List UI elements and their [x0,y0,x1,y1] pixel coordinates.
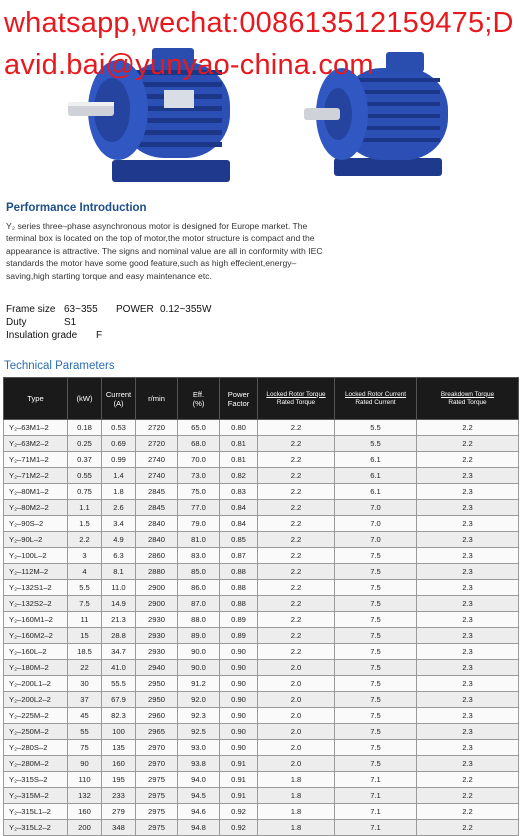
table-cell: 85.0 [178,564,220,580]
table-cell: 2.2 [417,772,519,788]
table-cell: 2.3 [417,484,519,500]
table-cell: 11.0 [102,580,136,596]
table-row [4,740,519,756]
table-cell: 3.4 [102,516,136,532]
performance-title: Performance Introduction [6,202,147,214]
table-cell: Y₂–200L1–2 [4,676,68,692]
table-cell: 2.2 [258,612,335,628]
table-cell: 2845 [136,500,178,516]
table-cell: 0.90 [220,660,258,676]
table-cell: 2720 [136,436,178,452]
table-cell: 2.3 [417,628,519,644]
table-cell: 7.5 [335,596,417,612]
table-cell: 94.6 [178,804,220,820]
table-cell: 1.1 [68,500,102,516]
duty-value: S1 [64,317,77,328]
table-cell: Y₂–280M–2 [4,756,68,772]
table-cell: 3 [68,548,102,564]
table-cell: 0.37 [68,452,102,468]
table-cell: 0.90 [220,676,258,692]
table-cell: 2840 [136,532,178,548]
table-cell: 7.5 [335,692,417,708]
table-cell: Y₂–315S–2 [4,772,68,788]
table-row [4,516,519,532]
table-row [4,628,519,644]
table-cell: 160 [68,804,102,820]
table-cell: 0.91 [220,756,258,772]
table-cell: 7.5 [335,564,417,580]
table-row [4,708,519,724]
table-cell: 73.0 [178,468,220,484]
table-cell: Y₂–112M–2 [4,564,68,580]
table-cell: 279 [102,804,136,820]
table-cell: 41.0 [102,660,136,676]
table-cell: Y₂–132S1–2 [4,580,68,596]
table-cell: 14.9 [102,596,136,612]
table-cell: 7.5 [335,548,417,564]
table-cell: 0.90 [220,708,258,724]
table-cell: 67.9 [102,692,136,708]
table-cell: 75.0 [178,484,220,500]
table-cell: 0.90 [220,724,258,740]
table-cell: 2860 [136,548,178,564]
table-cell: 86.0 [178,580,220,596]
col-kw: (kW) [68,378,102,420]
table-cell: 2.2 [258,596,335,612]
table-cell: 7.1 [335,772,417,788]
table-cell: 160 [102,756,136,772]
table-cell: 7.5 [335,660,417,676]
table-cell: 7.5 [335,740,417,756]
table-cell: 7.5 [335,628,417,644]
table-cell: 0.82 [220,468,258,484]
table-cell: 2.3 [417,564,519,580]
col-locked-rotor-torque: Locked Rotor Torque Rated Torque [258,378,335,420]
table-cell: 7.5 [335,580,417,596]
table-row [4,452,519,468]
table-cell: 0.92 [220,820,258,836]
table-cell: Y₂–315M–2 [4,788,68,804]
table-cell: Y₂–132S2–2 [4,596,68,612]
table-cell: 0.53 [102,420,136,436]
table-cell: 2.2 [417,804,519,820]
table-cell: 7.1 [335,820,417,836]
col-breakdown-torque: Breakdown Torque Rated Torque [417,378,519,420]
table-row [4,468,519,484]
col-rmin: r/min [136,378,178,420]
table-cell: Y₂–225M–2 [4,708,68,724]
table-cell: 2975 [136,804,178,820]
table-cell: 2975 [136,772,178,788]
table-cell: Y₂–200L2–2 [4,692,68,708]
table-cell: 65.0 [178,420,220,436]
table-cell: 2.2 [258,468,335,484]
col-power-factor: Power Factor [220,378,258,420]
table-cell: 94.0 [178,772,220,788]
table-cell: Y₂–100L–2 [4,548,68,564]
table-cell: 2975 [136,788,178,804]
table-cell: 2.3 [417,660,519,676]
table-cell: 2.2 [68,532,102,548]
table-row [4,420,519,436]
table-cell: Y₂–180M–2 [4,660,68,676]
table-cell: 2.2 [258,516,335,532]
col-type: Type [4,378,68,420]
table-cell: 0.90 [220,644,258,660]
table-cell: 0.85 [220,532,258,548]
table-cell: 1.8 [258,788,335,804]
table-cell: 89.0 [178,628,220,644]
table-cell: 94.8 [178,820,220,836]
table-cell: 0.18 [68,420,102,436]
table-cell: 348 [102,820,136,836]
table-cell: 2930 [136,628,178,644]
table-cell: 2.3 [417,724,519,740]
col-eff: Eff. (%) [178,378,220,420]
table-cell: 7.0 [335,516,417,532]
table-cell: 77.0 [178,500,220,516]
table-cell: 0.81 [220,452,258,468]
table-cell: 2.2 [258,532,335,548]
table-cell: 7.0 [335,500,417,516]
table-cell: 93.8 [178,756,220,772]
table-cell: 75 [68,740,102,756]
table-row [4,596,519,612]
table-cell: 1.8 [102,484,136,500]
table-cell: 18.5 [68,644,102,660]
table-cell: 132 [68,788,102,804]
table-cell: 6.1 [335,452,417,468]
table-cell: 7.1 [335,788,417,804]
table-cell: 100 [102,724,136,740]
power-label: POWER [116,304,154,315]
table-cell: 28.8 [102,628,136,644]
table-cell: 92.5 [178,724,220,740]
table-row [4,612,519,628]
table-cell: 2.2 [258,628,335,644]
table-row [4,580,519,596]
table-body [4,420,519,836]
table-cell: 0.91 [220,772,258,788]
table-cell: 2930 [136,644,178,660]
table-cell: 0.89 [220,628,258,644]
table-cell: 1.8 [258,772,335,788]
table-cell: 0.80 [220,420,258,436]
table-cell: 0.88 [220,564,258,580]
spec-duty-row [6,316,211,329]
table-cell: 22 [68,660,102,676]
table-cell: 2.2 [417,788,519,804]
table-cell: 233 [102,788,136,804]
table-cell: 2900 [136,596,178,612]
duty-label: Duty [6,317,27,328]
product-image-area [0,0,522,195]
table-cell: 0.75 [68,484,102,500]
table-cell: 2960 [136,708,178,724]
frame-size-label: Frame size [6,304,56,315]
table-cell: 2.3 [417,516,519,532]
table-cell: 5.5 [68,580,102,596]
table-cell: 2965 [136,724,178,740]
table-cell: 2.2 [258,436,335,452]
table-cell: 2.2 [258,564,335,580]
table-cell: 7.0 [335,532,417,548]
table-cell: 2.2 [258,580,335,596]
table-cell: 2.2 [258,420,335,436]
table-cell: Y₂–71M2–2 [4,468,68,484]
table-row [4,436,519,452]
table-cell: 0.25 [68,436,102,452]
table-cell: 200 [68,820,102,836]
table-cell: 0.88 [220,580,258,596]
table-cell: 2.0 [258,708,335,724]
table-cell: 2720 [136,420,178,436]
table-cell: 37 [68,692,102,708]
performance-text: Y₂ series three–phase asynchronous motor is designed for Europe market. The terminal box is located on the top of motor,the motor structure is compact and the appearance is attractive. The signs and nominal value are all in conformity with IEC standards the motor have some good feature,such as high effecient,energy–saving,high starting torque and easy maintenance etc. [6,221,323,281]
table-cell: 7.5 [335,724,417,740]
table-cell: 5.5 [335,436,417,452]
insulation-value: F [96,330,103,341]
table-cell: 110 [68,772,102,788]
table-cell: 7.1 [335,804,417,820]
table-cell: Y₂–160L–2 [4,644,68,660]
table-cell: 7.5 [335,708,417,724]
table-cell: 2.2 [258,500,335,516]
table-cell: 0.91 [220,788,258,804]
table-row [4,660,519,676]
table-cell: 92.3 [178,708,220,724]
table-cell: 0.83 [220,484,258,500]
table-cell: 7.5 [335,756,417,772]
table-cell: 2.0 [258,740,335,756]
col-current: Current (A) [102,378,136,420]
table-cell: 7.5 [335,676,417,692]
table-cell: 2.3 [417,692,519,708]
table-cell: 11 [68,612,102,628]
table-cell: 0.69 [102,436,136,452]
table-cell: 1.4 [102,468,136,484]
table-cell: 0.90 [220,740,258,756]
table-row [4,756,519,772]
table-cell: 2.3 [417,548,519,564]
table-cell: 90.0 [178,644,220,660]
table-row [4,548,519,564]
table-cell: 90 [68,756,102,772]
table-cell: 0.92 [220,804,258,820]
table-cell: 2950 [136,676,178,692]
table-cell: 2.3 [417,676,519,692]
table-cell: 91.2 [178,676,220,692]
technical-parameters-table [3,377,519,836]
table-cell: 6.3 [102,548,136,564]
table-row [4,644,519,660]
table-cell: Y₂–80M2–2 [4,500,68,516]
table-cell: 2.2 [258,644,335,660]
table-cell: 2970 [136,756,178,772]
table-row [4,820,519,836]
table-cell: 2.2 [417,420,519,436]
table-cell: 1.8 [258,804,335,820]
table-cell: 0.55 [68,468,102,484]
table-cell: 94.5 [178,788,220,804]
table-cell: 90.0 [178,660,220,676]
table-cell: 4 [68,564,102,580]
table-row [4,692,519,708]
table-cell: Y₂–160M1–2 [4,612,68,628]
table-cell: 7.5 [335,612,417,628]
table-cell: 0.88 [220,596,258,612]
technical-parameters-title: Technical Parameters [4,360,115,372]
table-cell: 2.3 [417,612,519,628]
table-cell: 7.5 [335,644,417,660]
table-cell: 21.3 [102,612,136,628]
table-cell: 2.3 [417,532,519,548]
table-cell: 6.1 [335,484,417,500]
table-cell: Y₂–280S–2 [4,740,68,756]
table-cell: 87.0 [178,596,220,612]
spec-insulation-row [6,329,211,342]
table-cell: 2.3 [417,580,519,596]
table-cell: 79.0 [178,516,220,532]
table-cell: Y₂–63M1–2 [4,420,68,436]
table-cell: 4.9 [102,532,136,548]
table-row [4,500,519,516]
table-cell: 1.8 [258,820,335,836]
table-cell: 2900 [136,580,178,596]
table-row [4,532,519,548]
table-cell: Y₂–160M2–2 [4,628,68,644]
table-cell: 2940 [136,660,178,676]
table-cell: 92.0 [178,692,220,708]
table-cell: 81.0 [178,532,220,548]
table-cell: 2950 [136,692,178,708]
table-cell: 70.0 [178,452,220,468]
table-cell: 2.3 [417,756,519,772]
table-cell: Y₂–315L2–2 [4,820,68,836]
spec-summary [6,303,211,342]
table-cell: 2880 [136,564,178,580]
table-cell: 0.84 [220,516,258,532]
table-cell: 8.1 [102,564,136,580]
table-row [4,564,519,580]
table-cell: Y₂–250M–2 [4,724,68,740]
table-cell: Y₂–80M1–2 [4,484,68,500]
table-row [4,788,519,804]
table-cell: 2.3 [417,596,519,612]
table-cell: 2.3 [417,708,519,724]
table-cell: 7.5 [68,596,102,612]
table-cell: 2975 [136,820,178,836]
contact-watermark: whatsapp,wechat:008613512159475;David.bai@yunyao-china.com [4,7,514,81]
table-cell: 0.99 [102,452,136,468]
insulation-label: Insulation grade [6,330,78,341]
table-cell: 2840 [136,516,178,532]
table-cell: Y₂–71M1–2 [4,452,68,468]
table-row [4,484,519,500]
table-cell: 195 [102,772,136,788]
table-cell: 2.3 [417,644,519,660]
table-cell: 88.0 [178,612,220,628]
table-cell: 1.5 [68,516,102,532]
table-cell: 5.5 [335,420,417,436]
table-cell: 2.2 [417,820,519,836]
table-cell: Y₂–63M2–2 [4,436,68,452]
table-cell: 6.1 [335,468,417,484]
table-cell: 82.3 [102,708,136,724]
table-row [4,676,519,692]
table-cell: 55.5 [102,676,136,692]
table-cell: 2930 [136,612,178,628]
table-cell: 135 [102,740,136,756]
table-cell: 2.2 [417,436,519,452]
table-cell: 2740 [136,468,178,484]
table-cell: 2.0 [258,676,335,692]
table-cell: Y₂–90S–2 [4,516,68,532]
col-locked-rotor-current: Locked Rotor Current Rated Current [335,378,417,420]
table-cell: 45 [68,708,102,724]
table-cell: 2845 [136,484,178,500]
table-cell: 2.2 [417,452,519,468]
table-cell: 55 [68,724,102,740]
table-cell: 2.0 [258,756,335,772]
table-row [4,772,519,788]
spec-frame-power-row [6,303,211,316]
table-cell: Y₂–315L1–2 [4,804,68,820]
table-row [4,724,519,740]
power-value: 0.12~355W [160,304,212,315]
table-cell: 30 [68,676,102,692]
table-cell: 2.3 [417,468,519,484]
table-row [4,804,519,820]
table-cell: Y₂–90L–2 [4,532,68,548]
table-cell: 2.0 [258,660,335,676]
table-cell: 2.6 [102,500,136,516]
table-cell: 2.0 [258,692,335,708]
table-header-row [4,378,519,420]
table-cell: 83.0 [178,548,220,564]
table-cell: 0.87 [220,548,258,564]
frame-size-value: 63~355 [64,304,98,315]
table-cell: 15 [68,628,102,644]
table-cell: 2.2 [258,452,335,468]
table-cell: 2.3 [417,740,519,756]
table-cell: 2.3 [417,500,519,516]
table-cell: 0.84 [220,500,258,516]
table-cell: 2970 [136,740,178,756]
table-cell: 0.81 [220,436,258,452]
table-cell: 2.2 [258,484,335,500]
table-cell: 93.0 [178,740,220,756]
table-cell: 0.90 [220,692,258,708]
table-cell: 34.7 [102,644,136,660]
table-cell: 0.89 [220,612,258,628]
table-cell: 2.0 [258,724,335,740]
table-cell: 2740 [136,452,178,468]
table-cell: 2.2 [258,548,335,564]
table-cell: 68.0 [178,436,220,452]
